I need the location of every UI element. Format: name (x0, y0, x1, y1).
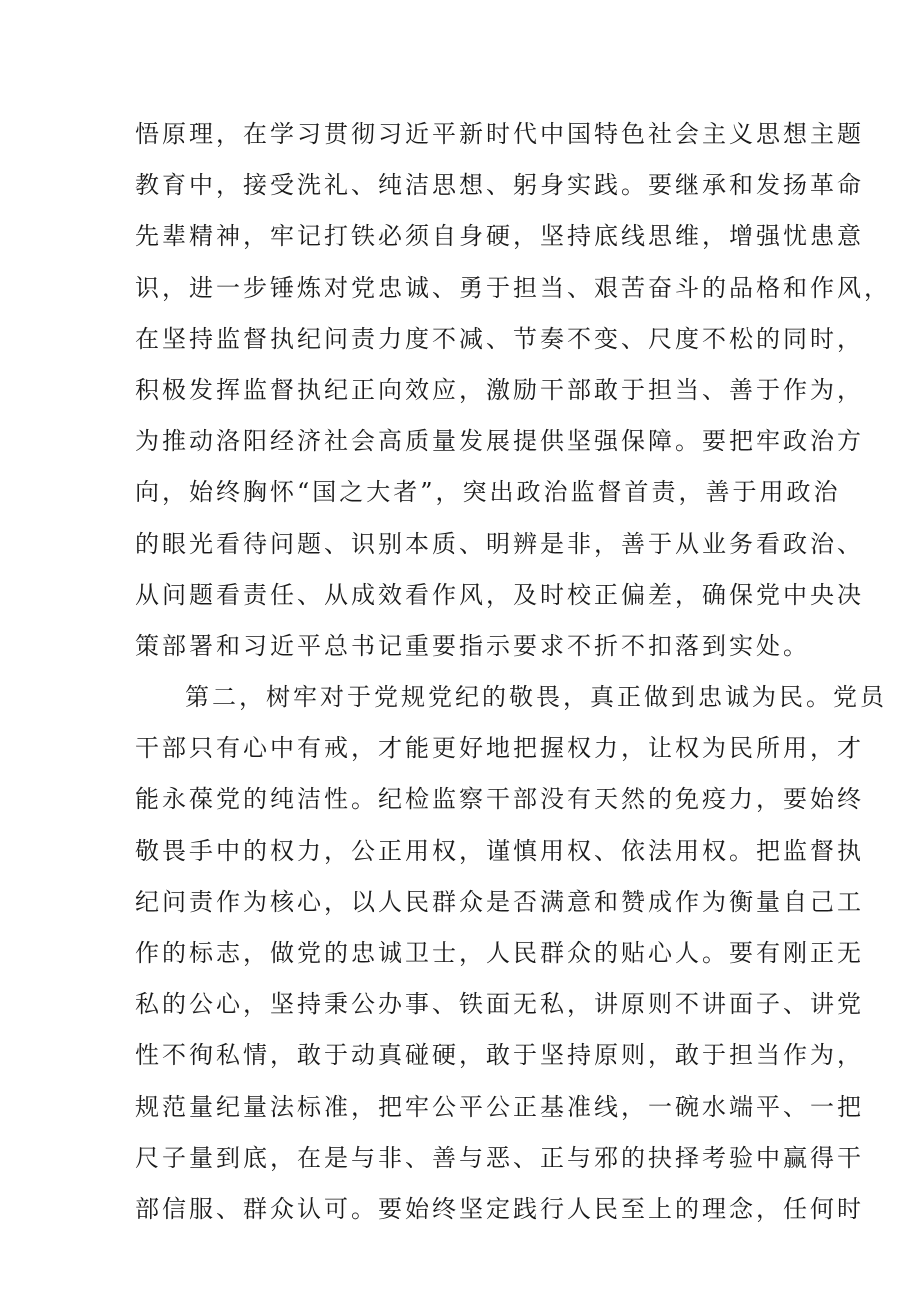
body-text (135, 109, 891, 1235)
text-line: 教育中，接受洗礼、纯洁思想、躬身实践。要继承和发扬革命 (135, 171, 864, 200)
text-line: 在坚持监督执纪问责力度不减、节奏不变、尺度不松的同时， (135, 324, 864, 353)
text-line: 部信服、群众认可。要始终坚定践行人民至上的理念，任何时 (135, 1194, 864, 1223)
text-line: 规范量纪量法标准，把牢公平公正基准线，一碗水端平、一把 (135, 1092, 864, 1121)
text-line: 策部署和习近平总书记重要指示要求不折不扣落到实处。 (135, 631, 810, 660)
text-line: 识，进一步锤炼对党忠诚、勇于担当、艰苦奋斗的品格和作风， (135, 273, 891, 302)
text-line: 先辈精神，牢记打铁必须自身硬，坚持底线思维，增强忧患意 (135, 222, 864, 251)
text-line: 的眼光看待问题、识别本质、明辨是非，善于从业务看政治、 (135, 529, 864, 558)
text-line: 尺子量到底，在是与非、善与恶、正与邪的抉择考验中赢得干 (135, 1143, 864, 1172)
text-line: 从问题看责任、从成效看作风，及时校正偏差，确保党中央决 (135, 580, 864, 609)
text-line: 积极发挥监督执纪正向效应，激励干部敢于担当、善于作为， (135, 375, 864, 404)
text-line: 敬畏手中的权力，公正用权，谨慎用权、依法用权。把监督执 (135, 836, 864, 865)
text-line: 悟原理，在学习贯彻习近平新时代中国特色社会主义思想主题 (135, 120, 864, 148)
text-line: 性不徇私情，敢于动真碰硬，敢于坚持原则，敢于担当作为， (135, 1041, 864, 1070)
text-line: 干部只有心中有戒，才能更好地把握权力，让权为民所用，才 (135, 734, 864, 763)
text-line: 为推动洛阳经济社会高质量发展提供坚强保障。要把牢政治方 (135, 427, 864, 456)
text-line: 能永葆党的纯洁性。纪检监察干部没有天然的免疫力，要始终 (135, 785, 864, 814)
text-line: 作的标志，做党的忠诚卫士，人民群众的贴心人。要有刚正无 (135, 939, 864, 967)
text-line: 纪问责作为核心，以人民群众是否满意和赞成作为衡量自己工 (135, 887, 864, 916)
text-line: 向，始终胸怀“国之大者”，突出政治监督首责，善于用政治 (135, 478, 841, 507)
text-line: 私的公心，坚持秉公办事、铁面无私，讲原则不讲面子、讲党 (135, 990, 864, 1019)
paragraph-start-line: 第二，树牢对于党规党纪的敬畏，真正做到忠诚为民。党员 (185, 683, 887, 712)
